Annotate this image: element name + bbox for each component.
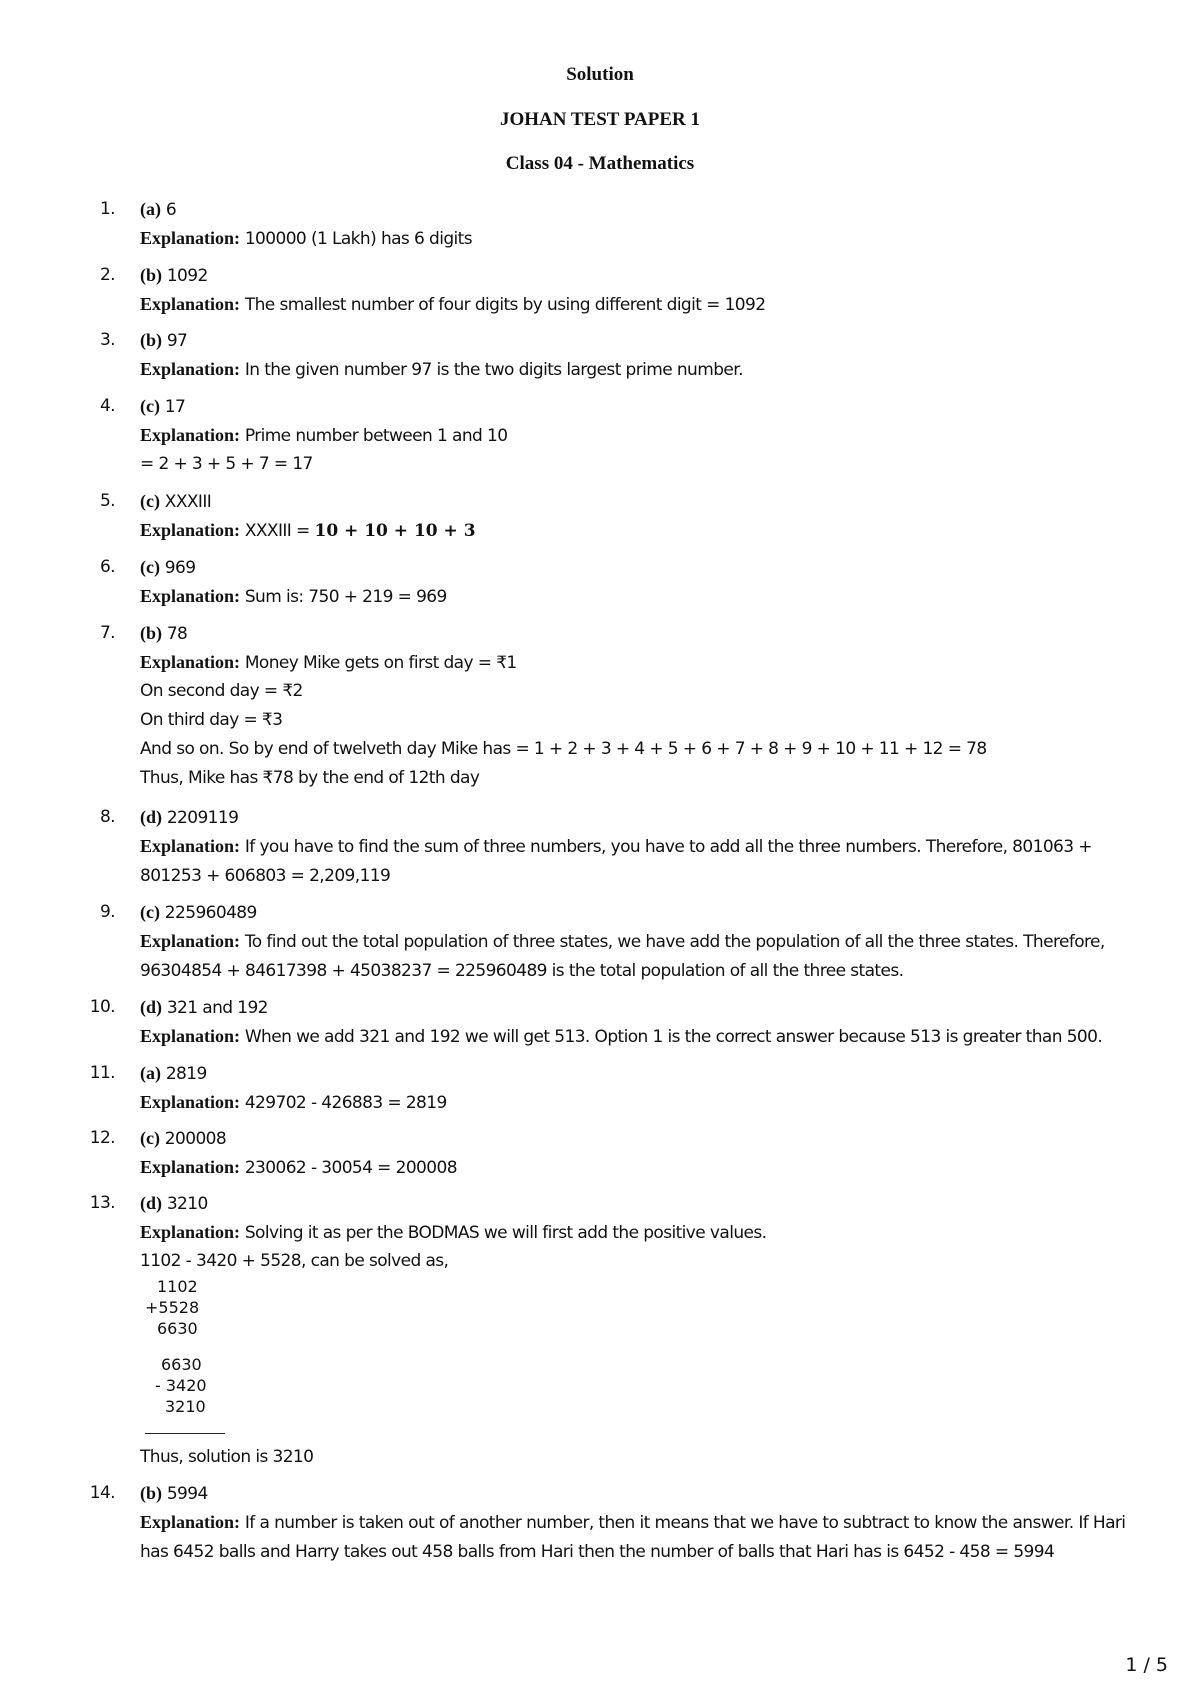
question-number: 3.: [99, 330, 115, 350]
answer-value: 6: [165, 200, 177, 220]
question-number: 9.: [99, 902, 115, 922]
working-line: 6630: [157, 1319, 198, 1338]
answer-value: 2819: [165, 1064, 207, 1084]
explanation-label: Explanation:: [140, 1092, 241, 1112]
math-expression: 10 + 10 + 10 + 3: [314, 521, 476, 541]
answer-option: (c): [140, 1128, 160, 1148]
answer-option: (b): [140, 623, 162, 643]
question-number: 4.: [99, 396, 115, 416]
explanation-label: Explanation:: [140, 1026, 241, 1046]
answer-value: 78: [166, 624, 188, 644]
explanation-text: = 2 + 3 + 5 + 7 = 17: [140, 454, 313, 474]
explanation-label: Explanation:: [140, 425, 241, 445]
conclusion-text: Thus, solution is 3210: [140, 1447, 314, 1467]
question-number: 8.: [99, 807, 115, 827]
working-line: 6630: [161, 1355, 202, 1374]
explanation-text: If you have to find the sum of three numbers, you have to add all the three numbers. Therefore, 801063 + 801253 + 606803 = 2,209,119: [140, 837, 1092, 886]
answer-value: 321 and 192: [166, 998, 268, 1018]
explanation-text: 1102 - 3420 + 5528, can be solved as,: [140, 1251, 449, 1271]
explanation-text: 429702 - 426883 = 2819: [244, 1093, 447, 1113]
addition-working: [145, 1276, 199, 1339]
explanation-text: On third day = ₹3: [140, 710, 283, 730]
explanation-label: Explanation:: [140, 294, 241, 314]
page-title: Solution: [566, 64, 634, 85]
explanation-text: In the given number 97 is the two digits largest prime number.: [244, 360, 743, 380]
paper-title: JOHAN TEST PAPER 1: [499, 109, 701, 130]
answer-option: (b): [140, 1483, 162, 1503]
answer-value: XXXIII: [164, 492, 212, 512]
working-line: +5528: [145, 1298, 200, 1317]
answer-option: (d): [140, 997, 162, 1017]
answer-value: 1092: [166, 266, 208, 286]
working-rule: [145, 1433, 225, 1434]
explanation-label: Explanation:: [140, 652, 241, 672]
answer-option: (a): [140, 199, 161, 219]
explanation-label: Explanation:: [140, 1222, 241, 1242]
answer-value: 97: [166, 331, 188, 351]
explanation-text: Money Mike gets on first day = ₹1: [244, 653, 517, 673]
explanation-text: XXXIII =: [244, 521, 310, 541]
answer-value: 200008: [164, 1129, 227, 1149]
explanation-label: Explanation:: [140, 1157, 241, 1177]
answer-option: (d): [140, 807, 162, 827]
question-number: 1.: [99, 199, 115, 219]
explanation-label: Explanation:: [140, 520, 241, 540]
answer-value: 969: [164, 558, 196, 578]
answer-option: (a): [140, 1063, 161, 1083]
explanation-text: The smallest number of four digits by using different digit = 1092: [244, 295, 766, 315]
answer-value: 5994: [166, 1484, 208, 1504]
explanation-text: When we add 321 and 192 we will get 513. Option 1 is the correct answer because 513 is greater than 500.: [244, 1027, 1103, 1047]
answer-value: 2209119: [166, 808, 239, 828]
answer-option: (c): [140, 557, 160, 577]
explanation-text: Sum is: 750 + 219 = 969: [244, 587, 447, 607]
explanation-label: Explanation:: [140, 836, 241, 856]
explanation-text: And so on. So by end of twelveth day Mike has = 1 + 2 + 3 + 4 + 5 + 6 + 7 + 8 + 9 + 10 + 11 + 12 = 78: [140, 739, 987, 759]
question-number: 7.: [99, 623, 115, 643]
explanation-text: Thus, Mike has ₹78 by the end of 12th day: [140, 768, 480, 788]
explanation-text: Prime number between 1 and 10: [244, 426, 508, 446]
question-number: 2.: [99, 265, 115, 285]
question-number: 5.: [99, 491, 115, 511]
explanation-text: 100000 (1 Lakh) has 6 digits: [244, 229, 472, 249]
explanation-label: Explanation:: [140, 1512, 241, 1532]
answer-option: (c): [140, 396, 160, 416]
answer-option: (b): [140, 265, 162, 285]
working-line: - 3420: [155, 1376, 207, 1395]
explanation-label: Explanation:: [140, 359, 241, 379]
question-number: 12.: [89, 1128, 115, 1148]
question-number: 11.: [89, 1063, 115, 1083]
answer-option: (c): [140, 902, 160, 922]
question-number: 14.: [89, 1483, 115, 1503]
explanation-label: Explanation:: [140, 931, 241, 951]
explanation-text: On second day = ₹2: [140, 681, 303, 701]
question-number: 10.: [89, 997, 115, 1017]
question-number: 13.: [89, 1193, 115, 1213]
answer-value: 225960489: [164, 903, 257, 923]
subject-title: Class 04 - Mathematics: [505, 153, 695, 174]
working-line: 3210: [165, 1397, 206, 1416]
explanation-text: If a number is taken out of another number, then it means that we have to subtract to know the answer. If Hari has 6452 balls and Harry takes out 458 balls from Hari then the number of balls that Hari has is 6452 - 458 = 5994: [140, 1513, 1126, 1562]
explanation-text: To find out the total population of three states, we have add the population of all the three states. Therefore, 96304854 + 84617398 + 45038237 = 225960489 is the total population of all the three states.: [140, 932, 1105, 981]
answer-option: (c): [140, 491, 160, 511]
subtraction-working: [145, 1354, 207, 1417]
question-number: 6.: [99, 557, 115, 577]
answer-option: (b): [140, 330, 162, 350]
answer-value: 17: [164, 397, 186, 417]
answer-value: 3210: [166, 1194, 208, 1214]
explanation-text: Solving it as per the BODMAS we will first add the positive values.: [244, 1223, 767, 1243]
answer-option: (d): [140, 1193, 162, 1213]
page-number: 1 / 5: [1125, 1654, 1168, 1676]
explanation-label: Explanation:: [140, 228, 241, 248]
explanation-text: 230062 - 30054 = 200008: [244, 1158, 457, 1178]
explanation-label: Explanation:: [140, 586, 241, 606]
working-line: 1102: [157, 1277, 198, 1296]
